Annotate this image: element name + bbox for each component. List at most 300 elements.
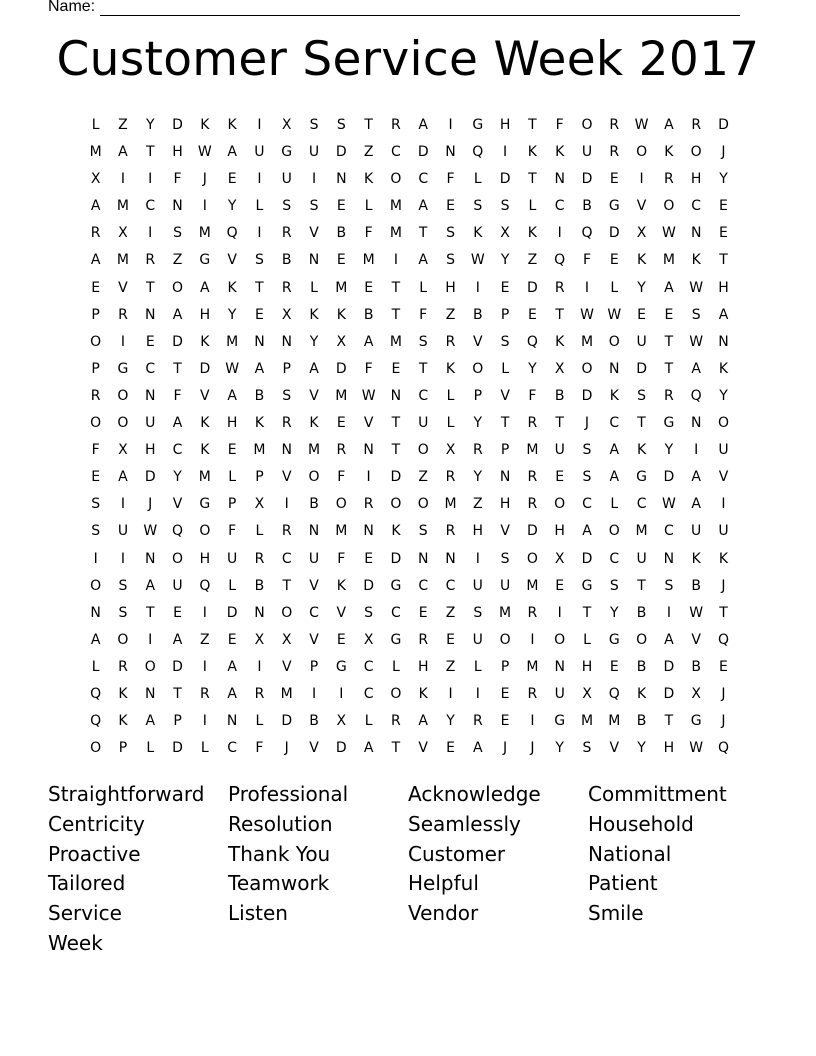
grid-letter: S [91, 496, 101, 513]
grid-letter: I [639, 171, 644, 188]
grid-letter: M [662, 252, 675, 269]
grid-letter: V [636, 198, 647, 215]
grid-letter: I [148, 171, 153, 188]
word-list-item: Vendor [408, 901, 479, 926]
grid-letter: D [172, 117, 183, 133]
grid-letter: R [336, 442, 347, 459]
grid-letter: C [309, 604, 319, 621]
grid-letter: T [500, 415, 510, 432]
grid-letter: N [718, 333, 729, 350]
name-field [48, 0, 740, 16]
grid-letter: U [308, 144, 320, 161]
grid-letter: A [254, 360, 265, 377]
grid-letter: O [117, 631, 129, 648]
grid-letter: B [254, 387, 265, 404]
grid-letter: R [281, 415, 292, 432]
grid-letter: V [309, 387, 319, 404]
grid-letter: N [363, 442, 374, 459]
grid-letter: U [172, 577, 183, 594]
word-list-item: Centricity [48, 811, 145, 836]
grid-letter: G [335, 658, 347, 675]
grid-letter: J [148, 496, 153, 513]
grid-letter: B [636, 658, 647, 675]
grid-letter: W [225, 360, 240, 377]
word-list-item: Service [48, 901, 122, 926]
grid-letter: H [199, 306, 211, 323]
grid-letter: O [390, 496, 402, 513]
grid-letter: S [473, 604, 483, 621]
grid-letter: R [254, 685, 265, 702]
grid-letter: L [501, 360, 509, 377]
grid-letter: O [90, 333, 102, 350]
grid-letter: L [473, 171, 482, 188]
grid-letter: D [527, 279, 538, 296]
grid-letter: P [309, 658, 319, 675]
grid-letter: T [719, 252, 728, 269]
grid-letter: E [500, 279, 510, 296]
grid-letter: M [526, 442, 539, 459]
grid-letter: Y [500, 252, 510, 269]
grid-letter: O [117, 387, 129, 404]
word-list-item: Acknowledge [408, 782, 541, 806]
grid-letter: V [500, 523, 510, 540]
grid-letter: T [637, 577, 646, 594]
grid-letter: T [173, 360, 182, 377]
grid-letter: Q [472, 144, 484, 161]
grid-letter: X [691, 685, 701, 702]
grid-letter: Y [555, 740, 564, 757]
grid-letter: C [391, 144, 401, 161]
grid-letter: W [634, 117, 649, 133]
grid-letter: I [257, 658, 262, 675]
grid-letter: V [718, 469, 729, 486]
grid-letter: S [118, 577, 128, 594]
grid-letter: E [609, 252, 619, 269]
grid-letter: A [609, 469, 620, 486]
grid-letter: O [90, 415, 102, 432]
grid-letter: V [309, 577, 319, 594]
grid-letter: A [145, 713, 156, 730]
grid-letter: S [691, 306, 701, 323]
grid-letter: N [308, 252, 320, 269]
grid-letter: I [584, 279, 590, 296]
word-list-item: Listen [228, 901, 288, 926]
grid-letter: P [282, 360, 291, 377]
grid-letter: I [202, 658, 207, 675]
grid-letter: V [336, 604, 347, 621]
grid-letter: X [554, 360, 565, 377]
grid-letter: E [227, 631, 237, 648]
grid-letter: Y [473, 469, 483, 486]
grid-letter: U [472, 631, 483, 648]
grid-letter: V [227, 252, 237, 269]
grid-letter: Z [445, 306, 456, 323]
grid-letter: K [364, 171, 374, 188]
grid-letter: O [499, 631, 511, 648]
grid-letter: G [390, 577, 402, 594]
grid-letter: R [90, 387, 101, 404]
grid-letter: X [500, 225, 510, 242]
grid-letter: L [364, 198, 373, 215]
grid-letter: P [500, 658, 510, 675]
grid-letter: M [499, 604, 512, 621]
grid-letter: F [446, 171, 455, 188]
grid-letter: W [580, 306, 594, 323]
grid-letter: S [637, 387, 647, 404]
grid-letter: M [362, 252, 375, 269]
grid-letter: L [255, 198, 264, 215]
grid-letter: X [254, 496, 265, 513]
grid-letter: O [554, 631, 566, 648]
word-list-item: Patient [588, 871, 658, 896]
grid-letter: K [254, 415, 265, 432]
grid-letter: E [664, 306, 674, 323]
grid-letter: U [281, 171, 292, 188]
grid-letter: P [91, 360, 100, 377]
grid-letter: I [448, 117, 453, 133]
grid-letter: V [309, 225, 319, 242]
grid-letter: X [281, 631, 292, 648]
grid-letter: V [309, 740, 319, 757]
grid-letter: K [336, 306, 346, 323]
grid-letter: Y [227, 198, 237, 215]
grid-letter: R [363, 496, 374, 513]
grid-letter: U [581, 144, 593, 161]
grid-letter: B [309, 713, 319, 730]
grid-letter: N [254, 333, 265, 350]
grid-letter: A [473, 740, 483, 757]
grid-letter: I [120, 496, 126, 513]
grid-letter: O [281, 604, 293, 621]
grid-letter: S [173, 225, 182, 242]
word-list-item: Professional [228, 782, 349, 806]
grid-letter: D [335, 144, 347, 161]
grid-letter: N [363, 523, 374, 540]
grid-letter: F [419, 306, 428, 323]
grid-letter: R [527, 604, 538, 621]
grid-letter: P [227, 496, 237, 513]
grid-letter: M [580, 333, 594, 350]
grid-letter: K [227, 279, 237, 296]
word-list-item: Tailored [48, 871, 126, 896]
grid-letter: D [417, 144, 429, 161]
grid-letter: I [202, 198, 207, 215]
grid-letter: H [199, 550, 211, 567]
grid-letter: Q [90, 685, 102, 702]
grid-letter: I [475, 279, 480, 296]
grid-letter: C [172, 442, 183, 459]
grid-letter: L [473, 658, 482, 675]
grid-letter: E [719, 658, 728, 675]
grid-letter: W [689, 279, 704, 296]
grid-letter: I [202, 713, 207, 730]
grid-letter: A [118, 144, 128, 161]
grid-letter: F [91, 442, 100, 459]
grid-letter: U [718, 523, 729, 540]
grid-letter: J [202, 171, 207, 188]
grid-letter: T [255, 279, 264, 296]
grid-letter: L [446, 415, 455, 432]
grid-letter: D [581, 387, 593, 404]
grid-letter: F [582, 252, 592, 269]
grid-letter: W [661, 496, 676, 513]
grid-letter: C [418, 577, 429, 594]
grid-letter: C [363, 685, 374, 702]
grid-letter: H [690, 171, 702, 188]
grid-letter: W [689, 604, 704, 621]
grid-letter: A [418, 117, 428, 133]
grid-letter: I [530, 713, 535, 730]
grid-letter: E [555, 469, 565, 486]
grid-letter: Q [199, 577, 211, 594]
grid-letter: B [636, 604, 647, 621]
grid-letter: A [118, 469, 128, 486]
grid-letter: A [145, 577, 156, 594]
grid-letter: P [500, 442, 510, 459]
grid-letter: W [470, 252, 485, 269]
grid-letter: R [254, 550, 265, 567]
grid-letter: Z [172, 252, 183, 269]
grid-letter: V [172, 496, 183, 513]
grid-letter: E [91, 279, 101, 296]
grid-letter: X [336, 713, 347, 730]
grid-letter: E [719, 225, 728, 242]
grid-letter: D [499, 171, 511, 188]
grid-letter: I [120, 550, 126, 567]
grid-letter: X [254, 631, 265, 648]
grid-letter: P [173, 713, 182, 730]
grid-letter: U [254, 144, 265, 161]
grid-letter: Z [527, 252, 538, 269]
grid-letter: R [281, 225, 292, 242]
grid-letter: N [281, 333, 292, 350]
grid-letter: E [336, 631, 346, 648]
grid-letter: G [281, 144, 293, 161]
grid-letter: U [636, 333, 647, 350]
grid-letter: X [90, 171, 101, 188]
grid-letter: D [363, 577, 374, 594]
grid-letter: D [172, 740, 183, 757]
grid-letter: F [173, 171, 182, 188]
grid-letter: M [389, 333, 402, 350]
grid-letter: I [120, 171, 126, 188]
grid-letter: F [228, 523, 237, 540]
grid-letter: O [717, 415, 729, 432]
grid-letter: H [581, 658, 593, 675]
grid-letter: Y [227, 306, 237, 323]
grid-letter: V [281, 658, 292, 675]
grid-letter: R [664, 387, 674, 404]
grid-letter: Y [610, 604, 619, 621]
grid-letter: L [91, 117, 100, 133]
grid-letter: L [255, 713, 264, 730]
grid-letter: T [528, 171, 537, 188]
grid-letter: G [581, 577, 593, 594]
grid-letter: B [554, 387, 565, 404]
grid-letter: R [391, 713, 401, 730]
grid-letter: M [226, 333, 239, 350]
grid-letter: Y [719, 387, 728, 404]
grid-letter: B [582, 198, 592, 215]
grid-letter: L [392, 658, 400, 675]
grid-letter: T [664, 360, 674, 377]
grid-letter: T [391, 442, 401, 459]
grid-letter: M [526, 577, 539, 594]
grid-letter: D [608, 225, 620, 242]
grid-letter: W [689, 740, 704, 757]
grid-letter: L [610, 279, 619, 296]
grid-letter: I [721, 496, 726, 513]
grid-letter: N [145, 387, 156, 404]
grid-letter: U [691, 523, 702, 540]
grid-letter: H [554, 523, 565, 540]
grid-letter: T [555, 415, 564, 432]
grid-letter: O [172, 550, 184, 567]
grid-letter: H [663, 740, 675, 757]
grid-letter: I [475, 685, 480, 702]
word-list-item: Week [48, 930, 103, 955]
grid-letter: Z [363, 144, 374, 161]
grid-letter: D [335, 360, 347, 377]
grid-letter: T [555, 306, 564, 323]
grid-letter: A [172, 415, 183, 432]
grid-letter: F [337, 469, 346, 486]
grid-letter: M [389, 225, 402, 242]
grid-letter: R [118, 658, 128, 675]
grid-letter: N [417, 550, 429, 567]
grid-letter: K [118, 713, 128, 730]
grid-letter: V [418, 740, 428, 757]
grid-letter: I [339, 685, 344, 702]
grid-letter: S [664, 577, 674, 594]
grid-letter: Q [226, 225, 238, 242]
grid-letter: J [503, 740, 508, 757]
grid-letter: H [417, 658, 429, 675]
grid-letter: E [500, 685, 510, 702]
grid-letter: C [636, 496, 647, 513]
grid-letter: J [721, 713, 726, 730]
grid-letter: O [390, 685, 402, 702]
grid-letter: E [446, 198, 455, 215]
grid-letter: L [255, 523, 264, 540]
grid-letter: N [554, 171, 565, 188]
grid-letter: T [719, 604, 728, 621]
grid-letter: Z [418, 469, 428, 486]
grid-letter: Z [445, 604, 456, 621]
grid-letter: M [198, 225, 211, 242]
grid-letter: T [582, 604, 592, 621]
grid-letter: P [255, 469, 264, 486]
grid-letter: M [198, 469, 211, 486]
grid-letter: L [228, 577, 237, 594]
grid-letter: E [391, 360, 401, 377]
grid-letter: T [145, 604, 155, 621]
grid-letter: E [336, 252, 346, 269]
grid-letter: V [609, 740, 620, 757]
grid-letter: M [335, 387, 348, 404]
grid-letter: B [473, 306, 483, 323]
grid-letter: G [117, 360, 129, 377]
grid-letter: C [609, 415, 620, 432]
grid-letter: O [636, 144, 648, 161]
grid-letter: D [172, 658, 183, 675]
word-list-item: Teamwork [228, 871, 330, 896]
grid-letter: U [418, 415, 429, 432]
grid-letter: S [418, 523, 428, 540]
grid-letter: Y [637, 279, 646, 296]
grid-letter: C [418, 171, 429, 188]
grid-letter: O [581, 360, 593, 377]
grid-letter: J [530, 740, 535, 757]
grid-letter: O [526, 550, 538, 567]
grid-letter: S [282, 198, 292, 215]
grid-letter: C [145, 198, 156, 215]
grid-letter: N [663, 550, 675, 567]
grid-letter: Y [528, 360, 537, 377]
grid-letter: R [609, 117, 620, 133]
grid-letter: D [636, 360, 647, 377]
grid-letter: D [527, 523, 538, 540]
grid-letter: E [500, 713, 510, 730]
grid-letter: T [145, 144, 155, 161]
grid-letter: C [554, 198, 565, 215]
grid-letter: T [664, 713, 674, 730]
grid-letter: Q [717, 740, 729, 757]
grid-letter: K [309, 415, 319, 432]
grid-letter: T [391, 415, 401, 432]
grid-letter: S [282, 387, 292, 404]
grid-letter: W [689, 333, 704, 350]
grid-letter: E [555, 577, 565, 594]
grid-letter: A [664, 117, 674, 133]
grid-letter: A [309, 360, 319, 377]
grid-letter: T [664, 333, 674, 350]
grid-letter: T [145, 279, 155, 296]
grid-letter: S [309, 198, 319, 215]
grid-letter: E [418, 604, 428, 621]
grid-letter: D [663, 469, 675, 486]
grid-letter: N [172, 198, 183, 215]
grid-letter: O [308, 469, 320, 486]
grid-letter: T [173, 685, 182, 702]
grid-letter: E [173, 604, 182, 621]
grid-letter: C [281, 550, 292, 567]
grid-letter: T [528, 117, 537, 133]
grid-letter: M [580, 713, 594, 730]
grid-letter: Y [637, 740, 646, 757]
grid-letter: C [391, 604, 401, 621]
grid-letter: Q [608, 685, 620, 702]
grid-letter: S [500, 198, 510, 215]
grid-letter: C [418, 387, 429, 404]
grid-letter: I [666, 604, 671, 621]
grid-letter: I [393, 252, 398, 269]
grid-letter: A [227, 387, 237, 404]
grid-letter: T [391, 306, 401, 323]
grid-letter: I [311, 685, 317, 702]
word-list-item: Proactive [48, 841, 141, 866]
grid-letter: I [366, 469, 371, 486]
grid-letter: A [90, 252, 101, 269]
grid-letter: I [284, 496, 289, 513]
grid-letter: K [391, 523, 401, 540]
grid-letter: B [636, 713, 647, 730]
grid-letter: J [721, 685, 726, 702]
grid-letter: K [555, 144, 565, 161]
grid-letter: A [664, 631, 674, 648]
grid-letter: M [608, 713, 621, 730]
grid-letter: K [473, 225, 483, 242]
